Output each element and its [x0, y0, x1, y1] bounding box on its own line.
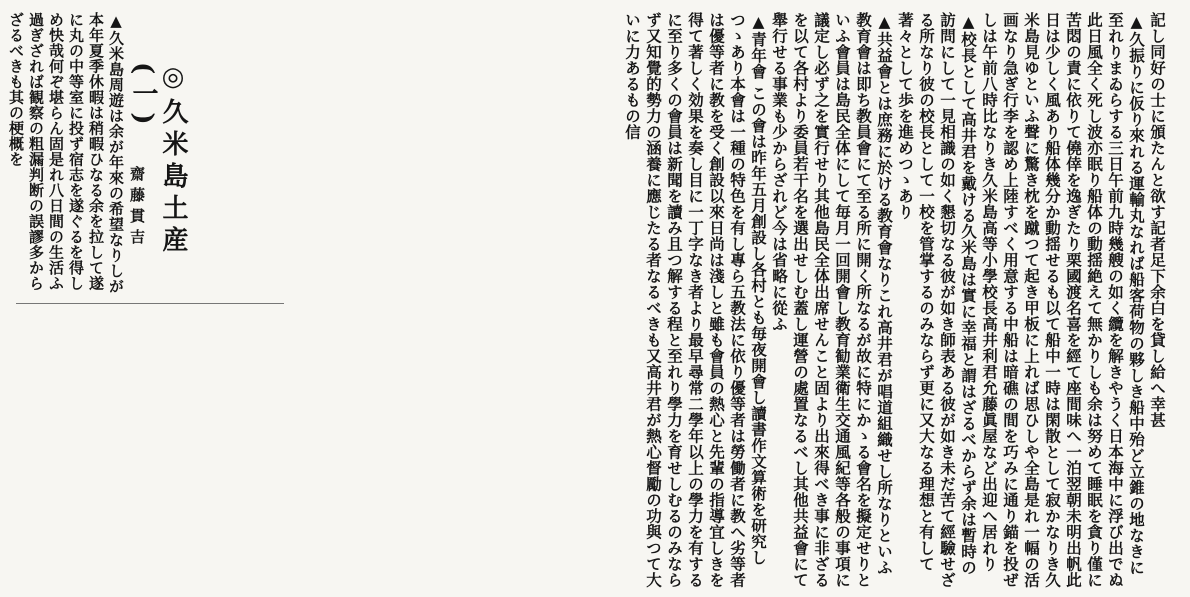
paragraph: ▲校長として高井君を戴ける久米島は實に幸福と謂はざるべからず余は暫時の訪問にして一見相識の如く懇切なる彼が如き師表ある彼が如き未だ苦て經驗せざる所なり彼の校長として一校を管掌するのみならず更に又大なる理想と有して著々として歩を進めつゝあり — [896, 12, 978, 588]
paragraph: ▲久振りに仮り來れる運輸丸なれば船客荷物の夥しき船中殆ど立錐の地なきに至れりまゐらする三日午前九時幾艘の如く纜を解きやうく日本海中に浮び出でぬ此日風全く死し波亦眠り船体の動揺絶えて無かりしも余は努めて睡眠を貪り僅に苦悶の責に依りて僥倖を逸ぎたり栗國渡名喜を經て座間味へ一泊翌朝未明出帆此日は少しく風あり船体幾分か動揺せるも以て船中一時は閑散として寂かなりき久米島見ゆといふ聲に驚き枕を蹴つて起き甲板に上れば思ひしや全島是れ一幅の活画なり急ぎ行李を認め上陸すべく用意する中船は暗礁の間を巧みに通り錨を投ぜしは午前八時比なりき久米島高等小學校長高井利君允藤眞屋など出迎へ居れり — [980, 12, 1146, 588]
section-divider — [16, 303, 284, 304]
paragraph: ▲青年會 この會は昨年五月創設し各村とも毎夜開會し讀書作文算術を研究しつゝあり本會は一種の特色を有し專ら五教法に依り優等者は勞働者に教へ劣等者は優等者に教を受く創設以來日尚は淺しと雖も會員の熱心と先輩の指導宜しきを得て著しく効果を奏し目に一丁字なき者より最早尋常二學年以上の學力を有するに至り多くの會員は新聞を讀み且つ解する程と至れり學力を育せしむるのみならず又知覺的勢力の涵養に應じたる者なるべきも又高井君が熱心督勵の功與つて大いに力あるもの信 — [623, 12, 768, 588]
article-main-text — [292, 12, 1168, 588]
paragraph: ▲共益會とは庶務に於ける教育會なりこれ高井君が唱道組織せし所なりといふ教育會は即ち教員會にて至る所に開く所なるが故に特にかゝる會名を擬定せりといふ會員は島民全体にして毎月一回開會し教育勧業衛生交通風紀等各般の事項に議定し必ず之を實行せり其他島民全体出席せんこと固より出來得べき事に非ざるを以て各村より委員若干名を選出せしむ蓋し運營の處置なるべし其他共益會にて舉行せる事業も少からざれど今は省略に從ふ — [770, 12, 894, 588]
article-header — [128, 62, 188, 292]
article-byline: 齋藤貫吉 — [128, 166, 146, 250]
paragraph: 記し同好の士に頒たんと欲す記者足下余白を貸し給へ幸甚 — [1148, 12, 1167, 428]
article-title: ◎久米島土産(一) — [128, 62, 188, 258]
article-intro-text: ▲久米島周遊は余が年來の希望なりしが本年夏季休暇は稍暇ひなる余を拉して遂に丸の中等室に投ず宿志を遂ぐるを得しめ快哉何ぞ堪らん固是れ八日間の生活ふ過ぎざれば観察の粗漏判断の誤謬多からざるべきも其の梗概を — [7, 12, 125, 294]
